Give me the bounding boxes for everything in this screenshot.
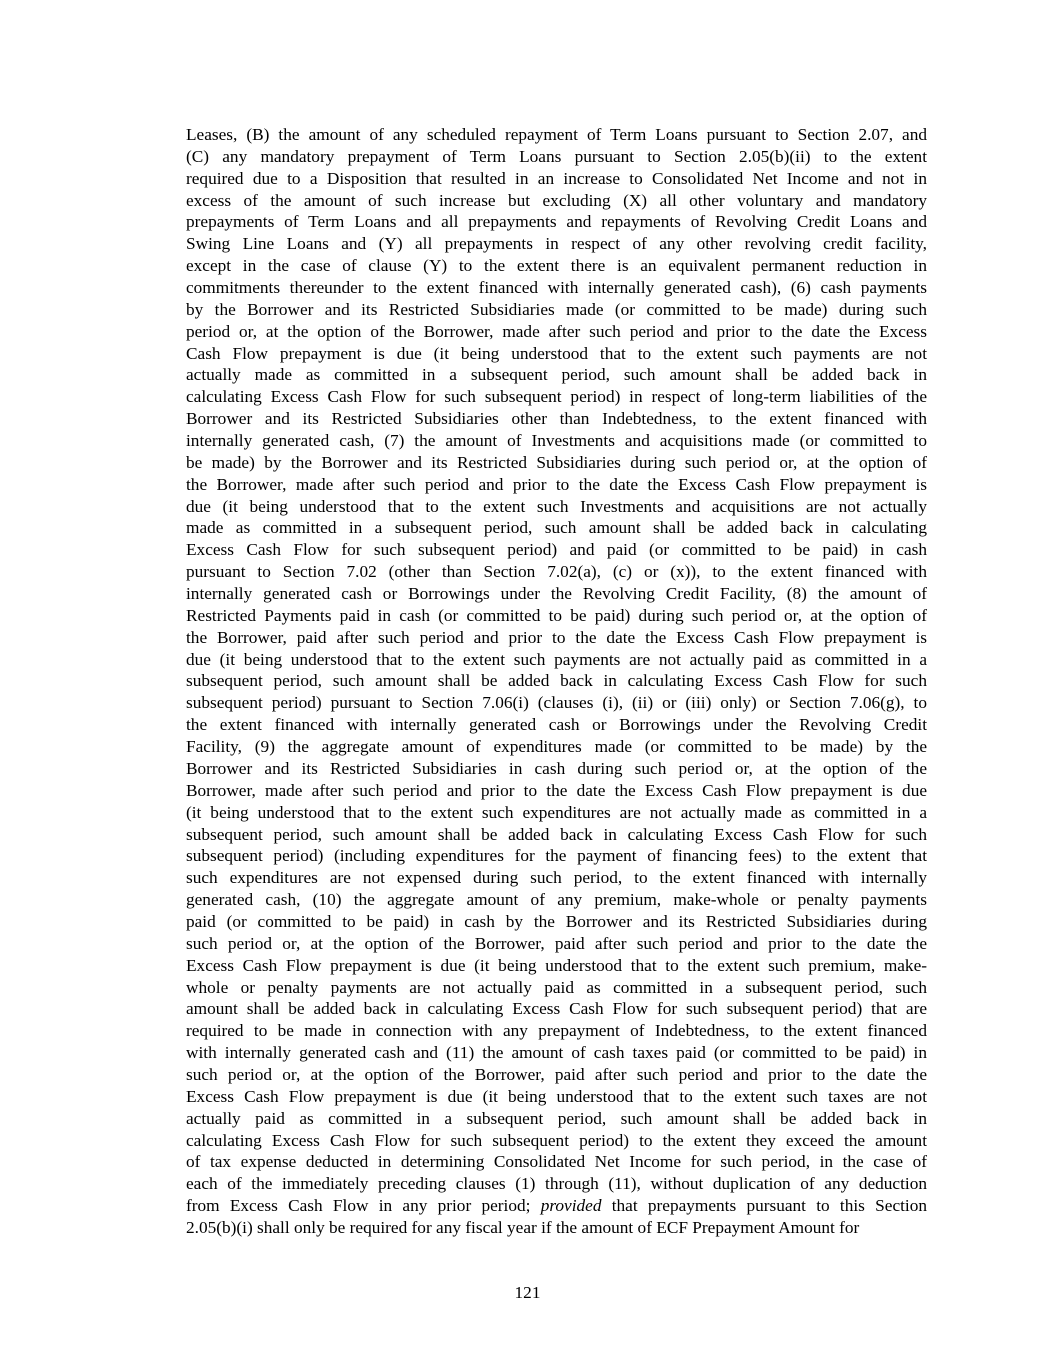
text-line: internally generated cash or Borrowings under the Revolving Credit Facility, (8) the amount of [186, 584, 927, 604]
text-line: amount shall be added back in calculating Excess Cash Flow for such subsequent period) that are [186, 999, 927, 1019]
text-line: calculating Excess Cash Flow for such subsequent period) in respect of long-term liabilities of the [186, 387, 927, 407]
text-line: of tax expense deducted in determining Consolidated Net Income for such period, in the case of [186, 1152, 927, 1172]
proviso-italic: provided [540, 1196, 602, 1216]
text-line: Restricted Payments paid in cash (or committed to be paid) during such period or, at the option of [186, 605, 927, 625]
text-line: Facility, (9) the aggregate amount of expenditures made (or committed to be made) by the [186, 737, 927, 757]
text-line: calculating Excess Cash Flow for such subsequent period) to the extent they exceed the amount [186, 1130, 927, 1150]
text-line: the Borrower, made after such period and prior to the date the Excess Cash Flow prepayment is [186, 474, 927, 494]
text-line: subsequent period) pursuant to Section 7.06(i) (clauses (i), (ii) or (iii) only) or Section 7.06(g), to [186, 693, 927, 713]
text-line: such expenditures are not expensed during such period, to the extent financed with internally [186, 868, 927, 888]
text-line-with-proviso [186, 1195, 927, 1217]
text-line: prepayments of Term Loans and all prepayments and repayments of Revolving Credit Loans and [186, 212, 927, 232]
page-number: 121 [514, 1283, 541, 1302]
text-line: subsequent period, such amount shall be added back in calculating Excess Cash Flow for such [186, 671, 927, 691]
text-line: each of the immediately preceding clauses (1) through (11), without duplication of any deduction [186, 1174, 927, 1194]
text-line: due (it being understood that to the extent such payments are not actually paid as committed in a [186, 649, 927, 669]
text-line: whole or penalty payments are not actually paid as committed in a subsequent period, such [186, 977, 927, 997]
text-line: made as committed in a subsequent period, such amount shall be added back in calculating [186, 518, 927, 538]
text-line: Excess Cash Flow prepayment is due (it being understood that to the extent such premium, make- [186, 955, 927, 975]
text-line: Swing Line Loans and (Y) all prepayments in respect of any other revolving credit facility, [186, 234, 927, 254]
text-line: subsequent period) (including expenditures for the payment of financing fees) to the extent that [186, 846, 927, 866]
text-line: pursuant to Section 7.02 (other than Section 7.02(a), (c) or (x)), to the extent financed with [186, 562, 927, 582]
text-line: except in the case of clause (Y) to the extent there is an equivalent permanent reduction in [186, 256, 927, 276]
text-fragment: that prepayments pursuant to this Section [601, 1196, 927, 1216]
text-line: Borrower, made after such period and prior to the date the Excess Cash Flow prepayment is due [186, 780, 927, 800]
body-paragraph [186, 124, 927, 1239]
text-line: paid (or committed to be paid) in cash by the Borrower and its Restricted Subsidiaries during [186, 911, 927, 931]
text-line: 2.05(b)(i) shall only be required for any fiscal year if the amount of ECF Prepayment Amount for [186, 1217, 860, 1237]
text-line: such period or, at the option of the Borrower, paid after such period and prior to the date the [186, 933, 927, 953]
text-line: required to be made in connection with any prepayment of Indebtedness, to the extent financed [186, 1021, 927, 1041]
text-line: subsequent period, such amount shall be added back in calculating Excess Cash Flow for such [186, 824, 927, 844]
text-line: internally generated cash, (7) the amount of Investments and acquisitions made (or committed to [186, 431, 927, 451]
text-line: period or, at the option of the Borrower, made after such period and prior to the date the Excess [186, 321, 927, 341]
text-line: Borrower and its Restricted Subsidiaries in cash during such period or, at the option of the [186, 758, 927, 778]
text-line: such period or, at the option of the Borrower, paid after such period and prior to the date the [186, 1064, 927, 1084]
text-line: Borrower and its Restricted Subsidiaries other than Indebtedness, to the extent financed with [186, 409, 927, 429]
text-line: Excess Cash Flow prepayment is due (it being understood that to the extent such taxes are not [186, 1086, 927, 1106]
text-line: commitments thereunder to the extent financed with internally generated cash), (6) cash payments [186, 278, 927, 298]
text-line: generated cash, (10) the aggregate amount of any premium, make-whole or penalty payments [186, 890, 927, 910]
text-line: by the Borrower and its Restricted Subsidiaries made (or committed to be made) during such [186, 299, 927, 319]
text-line: the Borrower, paid after such period and prior to the date the Excess Cash Flow prepayment is [186, 627, 927, 647]
text-line: (it being understood that to the extent such expenditures are not actually made as committed in a [186, 802, 927, 822]
text-line: actually paid as committed in a subsequent period, such amount shall be added back in [186, 1108, 927, 1128]
text-line: be made) by the Borrower and its Restricted Subsidiaries during such period or, at the option of [186, 452, 927, 472]
text-line: due (it being understood that to the extent such Investments and acquisitions are not actually [186, 496, 927, 516]
text-line: Leases, (B) the amount of any scheduled repayment of Term Loans pursuant to Section 2.07, and [186, 125, 927, 144]
text-fragment: from Excess Cash Flow in any prior period; [186, 1196, 531, 1216]
text-line: with internally generated cash and (11) the amount of cash taxes paid (or committed to be paid) in [186, 1043, 927, 1063]
text-line: (C) any mandatory prepayment of Term Loans pursuant to Section 2.05(b)(ii) to the extent [186, 146, 927, 166]
text-line: actually made as committed in a subsequent period, such amount shall be added back in [186, 365, 927, 385]
text-line: Excess Cash Flow for such subsequent period) and paid (or committed to be paid) in cash [186, 540, 927, 560]
text-line: Cash Flow prepayment is due (it being understood that to the extent such payments are not [186, 343, 927, 363]
text-line: the extent financed with internally generated cash or Borrowings under the Revolving Credit [186, 715, 927, 735]
text-line: required due to a Disposition that resulted in an increase to Consolidated Net Income and not in [186, 168, 927, 188]
text-line: excess of the amount of such increase but excluding (X) all other voluntary and mandatory [186, 190, 927, 210]
